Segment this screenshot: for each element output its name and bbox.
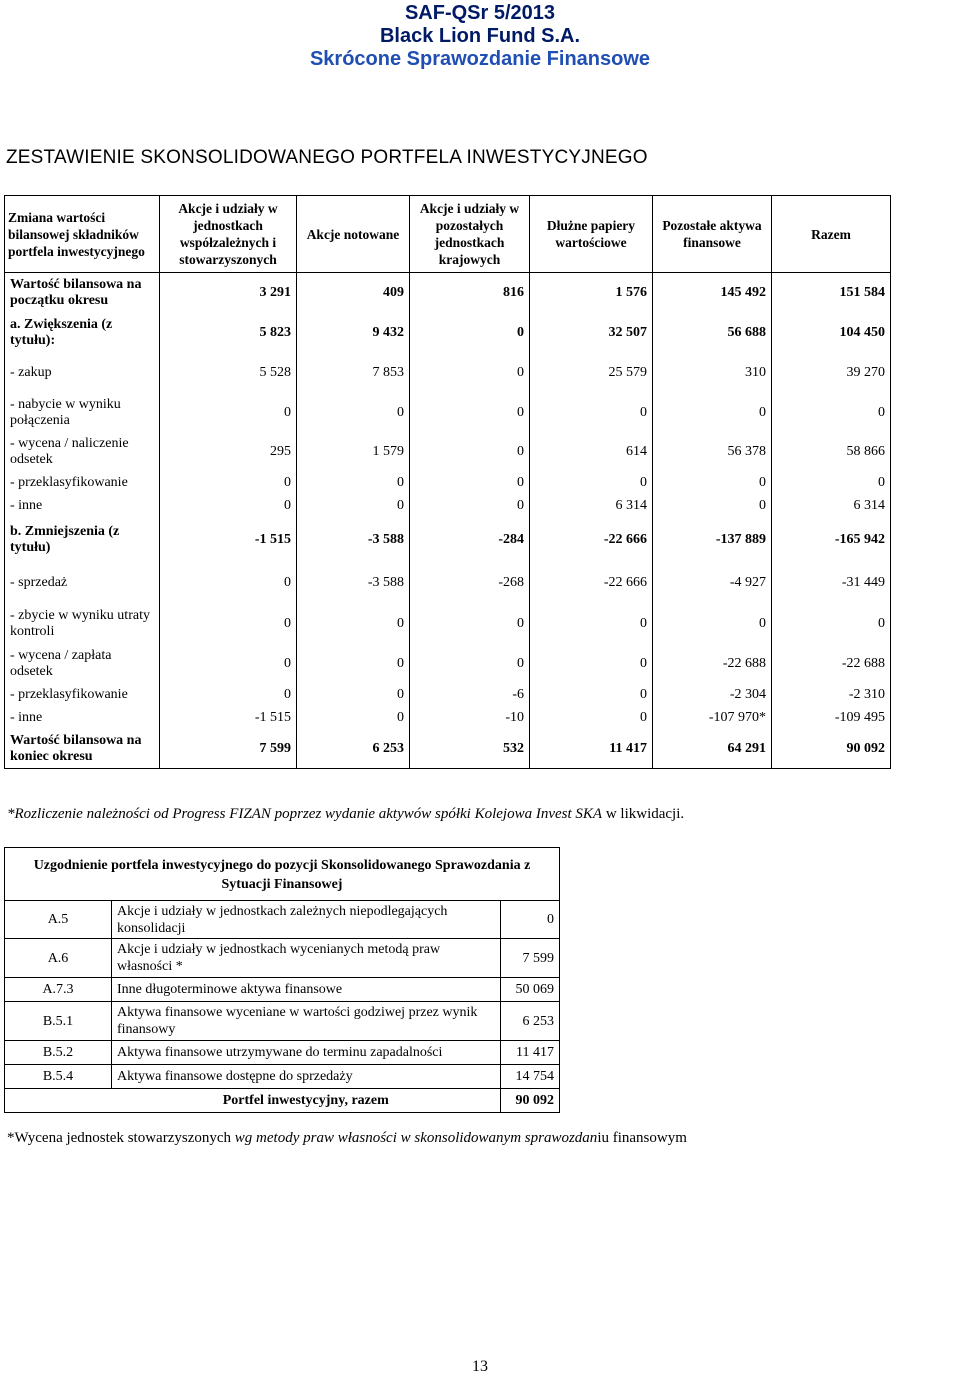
total-row xyxy=(5,1089,560,1113)
column-header: Zmiana wartości bilansowej składników portfela inwestycyjnego xyxy=(5,196,160,273)
cell-value: 0 xyxy=(297,495,410,518)
cell-value: -268 xyxy=(410,562,530,604)
table-row xyxy=(5,562,891,604)
cell-value: 532 xyxy=(410,730,530,769)
cell-value: 0 xyxy=(410,604,530,644)
cell-value: -4 927 xyxy=(653,562,772,604)
table-row xyxy=(5,1002,560,1041)
position-label: Aktywa finansowe dostępne do sprzedaży xyxy=(112,1065,501,1089)
footnote-italic-text: *Rozliczenie należności od Progress FIZAN poprzez wydanie aktywów spółki Kolejowa Invest SKA xyxy=(7,806,603,822)
cell-value: 1 579 xyxy=(297,433,410,472)
cell-value: -2 304 xyxy=(653,684,772,707)
cell-value: -22 666 xyxy=(530,518,653,562)
cell-value: 0 xyxy=(653,472,772,495)
position-label: Aktywa finansowe wyceniane w wartości godziwej przez wynik finansowy xyxy=(112,1002,501,1041)
cell-value: 0 xyxy=(530,707,653,730)
column-header: Akcje i udziały w jednostkach współzależnych i stowarzyszonych xyxy=(160,196,297,273)
table-row xyxy=(5,1041,560,1065)
cell-value: 6 253 xyxy=(297,730,410,769)
table-row xyxy=(5,433,891,472)
table-row xyxy=(5,353,891,393)
column-header: Akcje i udziały w pozostałych jednostkach krajowych xyxy=(410,196,530,273)
cell-value: 0 xyxy=(410,313,530,353)
table-row xyxy=(5,472,891,495)
cell-value: -137 889 xyxy=(653,518,772,562)
cell-value: 816 xyxy=(410,273,530,313)
cell-value: 11 417 xyxy=(530,730,653,769)
cell-value: -31 449 xyxy=(772,562,891,604)
row-label: Wartość bilansowa na początku okresu xyxy=(5,273,160,313)
table-row xyxy=(5,684,891,707)
footnote-plain-text: w likwidacji. xyxy=(605,806,685,822)
position-value: 14 754 xyxy=(501,1065,560,1089)
total-spacer xyxy=(5,1089,112,1113)
cell-value: 409 xyxy=(297,273,410,313)
report-code: SAF-QSr 5/2013 xyxy=(404,2,556,24)
cell-value: -22 666 xyxy=(530,562,653,604)
cell-value: 0 xyxy=(297,604,410,644)
cell-value: 310 xyxy=(653,353,772,393)
cell-value: 0 xyxy=(410,353,530,393)
position-label: Akcje i udziały w jednostkach wycenianych metodą praw własności * xyxy=(112,939,501,978)
row-label: a. Zwiększenia (z tytułu): xyxy=(5,313,160,353)
table-row xyxy=(5,901,560,939)
row-label: - zakup xyxy=(5,353,160,393)
footnote-progress xyxy=(7,806,684,823)
cell-value: -165 942 xyxy=(772,518,891,562)
position-code: A.6 xyxy=(5,939,112,978)
reconciliation-table xyxy=(4,847,560,1113)
cell-value: -22 688 xyxy=(653,644,772,684)
position-code: B.5.4 xyxy=(5,1065,112,1089)
cell-value: 0 xyxy=(653,495,772,518)
cell-value: 0 xyxy=(297,644,410,684)
cell-value: -6 xyxy=(410,684,530,707)
cell-value: 0 xyxy=(297,393,410,433)
row-label: - wycena / naliczenie odsetek xyxy=(5,433,160,472)
position-code: B.5.2 xyxy=(5,1041,112,1065)
cell-value: 0 xyxy=(160,684,297,707)
cell-value: 0 xyxy=(410,644,530,684)
cell-value: -10 xyxy=(410,707,530,730)
row-label: - przeklasyfikowanie xyxy=(5,472,160,495)
cell-value: 5 528 xyxy=(160,353,297,393)
position-value: 11 417 xyxy=(501,1041,560,1065)
table-row xyxy=(5,313,891,353)
cell-value: 0 xyxy=(530,472,653,495)
cell-value: 0 xyxy=(160,495,297,518)
cell-value: 7 599 xyxy=(160,730,297,769)
cell-value: -109 495 xyxy=(772,707,891,730)
cell-value: 0 xyxy=(297,707,410,730)
cell-value: 3 291 xyxy=(160,273,297,313)
cell-value: -22 688 xyxy=(772,644,891,684)
cell-value: 64 291 xyxy=(653,730,772,769)
cell-value: 0 xyxy=(772,393,891,433)
position-code: A.7.3 xyxy=(5,978,112,1002)
page-number: 13 xyxy=(472,1358,488,1375)
cell-value: 6 314 xyxy=(772,495,891,518)
position-value: 0 xyxy=(501,901,560,939)
cell-value: -1 515 xyxy=(160,518,297,562)
column-header: Razem xyxy=(772,196,891,273)
cell-value: 0 xyxy=(530,604,653,644)
row-label: b. Zmniejszenia (z tytułu) xyxy=(5,518,160,562)
cell-value: 5 823 xyxy=(160,313,297,353)
position-value: 7 599 xyxy=(501,939,560,978)
cell-value: 0 xyxy=(772,472,891,495)
cell-value: -107 970* xyxy=(653,707,772,730)
position-label: Akcje i udziały w jednostkach zależnych niepodlegających konsolidacji xyxy=(112,901,501,939)
cell-value: 0 xyxy=(160,644,297,684)
position-value: 6 253 xyxy=(501,1002,560,1041)
cell-value: 145 492 xyxy=(653,273,772,313)
cell-value: 6 314 xyxy=(530,495,653,518)
cell-value: 0 xyxy=(410,433,530,472)
cell-value: 0 xyxy=(297,684,410,707)
cell-value: -2 310 xyxy=(772,684,891,707)
cell-value: 0 xyxy=(530,644,653,684)
cell-value: 0 xyxy=(653,393,772,433)
table-row xyxy=(5,978,560,1002)
page-title: ZESTAWIENIE SKONSOLIDOWANEGO PORTFELA INWESTYCYJNEGO xyxy=(6,147,648,168)
cell-value: 0 xyxy=(160,393,297,433)
cell-value: 295 xyxy=(160,433,297,472)
row-label: - nabycie w wyniku połączenia xyxy=(5,393,160,433)
column-header: Pozostałe aktywa finansowe xyxy=(653,196,772,273)
footnote-part-3: iu finansowym xyxy=(597,1130,687,1146)
cell-value: -3 588 xyxy=(297,562,410,604)
reconciliation-header-row xyxy=(5,848,560,901)
cell-value: 0 xyxy=(160,472,297,495)
cell-value: 1 576 xyxy=(530,273,653,313)
cell-value: 0 xyxy=(160,562,297,604)
cell-value: 56 688 xyxy=(653,313,772,353)
row-label: - wycena / zapłata odsetek xyxy=(5,644,160,684)
table-row xyxy=(5,495,891,518)
cell-value: 58 866 xyxy=(772,433,891,472)
total-value: 90 092 xyxy=(501,1089,560,1113)
cell-value: 151 584 xyxy=(772,273,891,313)
table-row xyxy=(5,604,891,644)
cell-value: 90 092 xyxy=(772,730,891,769)
company-name: Black Lion Fund S.A. xyxy=(379,25,580,47)
table-header-row xyxy=(5,196,891,273)
total-label: Portfel inwestycyjny, razem xyxy=(112,1089,501,1113)
table-row xyxy=(5,518,891,562)
cell-value: 0 xyxy=(772,604,891,644)
table-row xyxy=(5,730,891,769)
row-label: - inne xyxy=(5,707,160,730)
column-header: Akcje notowane xyxy=(297,196,410,273)
column-header: Dłużne papiery wartościowe xyxy=(530,196,653,273)
position-label: Aktywa finansowe utrzymywane do terminu zapadalności xyxy=(112,1041,501,1065)
document-header xyxy=(0,2,960,71)
cell-value: 7 853 xyxy=(297,353,410,393)
cell-value: 39 270 xyxy=(772,353,891,393)
cell-value: 25 579 xyxy=(530,353,653,393)
table-row xyxy=(5,644,891,684)
table-row xyxy=(5,939,560,978)
cell-value: 0 xyxy=(160,604,297,644)
reconciliation-title: Uzgodnienie portfela inwestycyjnego do pozycji Skonsolidowanego Sprawozdania z Sytuacji Finansowej xyxy=(5,848,560,901)
cell-value: 32 507 xyxy=(530,313,653,353)
row-label: - inne xyxy=(5,495,160,518)
position-code: A.5 xyxy=(5,901,112,939)
table-row xyxy=(5,273,891,313)
portfolio-table xyxy=(4,195,891,769)
table-row xyxy=(5,707,891,730)
report-subtitle: Skrócone Sprawozdanie Finansowe xyxy=(309,48,651,70)
cell-value: 9 432 xyxy=(297,313,410,353)
footnote-part-2: wg metody praw własności w skonsolidowanym sprawozdan xyxy=(234,1130,598,1146)
cell-value: 0 xyxy=(653,604,772,644)
row-label: - zbycie w wyniku utraty kontroli xyxy=(5,604,160,644)
cell-value: 0 xyxy=(410,393,530,433)
cell-value: 0 xyxy=(410,495,530,518)
row-label: - przeklasyfikowanie xyxy=(5,684,160,707)
cell-value: 0 xyxy=(410,472,530,495)
cell-value: 0 xyxy=(297,472,410,495)
cell-value: 0 xyxy=(530,684,653,707)
cell-value: 56 378 xyxy=(653,433,772,472)
cell-value: -3 588 xyxy=(297,518,410,562)
cell-value: -1 515 xyxy=(160,707,297,730)
table-row xyxy=(5,393,891,433)
footnote-valuation xyxy=(7,1130,687,1147)
row-label: Wartość bilansowa na koniec okresu xyxy=(5,730,160,769)
cell-value: 614 xyxy=(530,433,653,472)
cell-value: 0 xyxy=(530,393,653,433)
position-value: 50 069 xyxy=(501,978,560,1002)
row-label: - sprzedaż xyxy=(5,562,160,604)
position-label: Inne długoterminowe aktywa finansowe xyxy=(112,978,501,1002)
cell-value: -284 xyxy=(410,518,530,562)
footnote-part-1: *Wycena jednostek stowarzyszonych xyxy=(7,1130,235,1146)
position-code: B.5.1 xyxy=(5,1002,112,1041)
table-row xyxy=(5,1065,560,1089)
cell-value: 104 450 xyxy=(772,313,891,353)
